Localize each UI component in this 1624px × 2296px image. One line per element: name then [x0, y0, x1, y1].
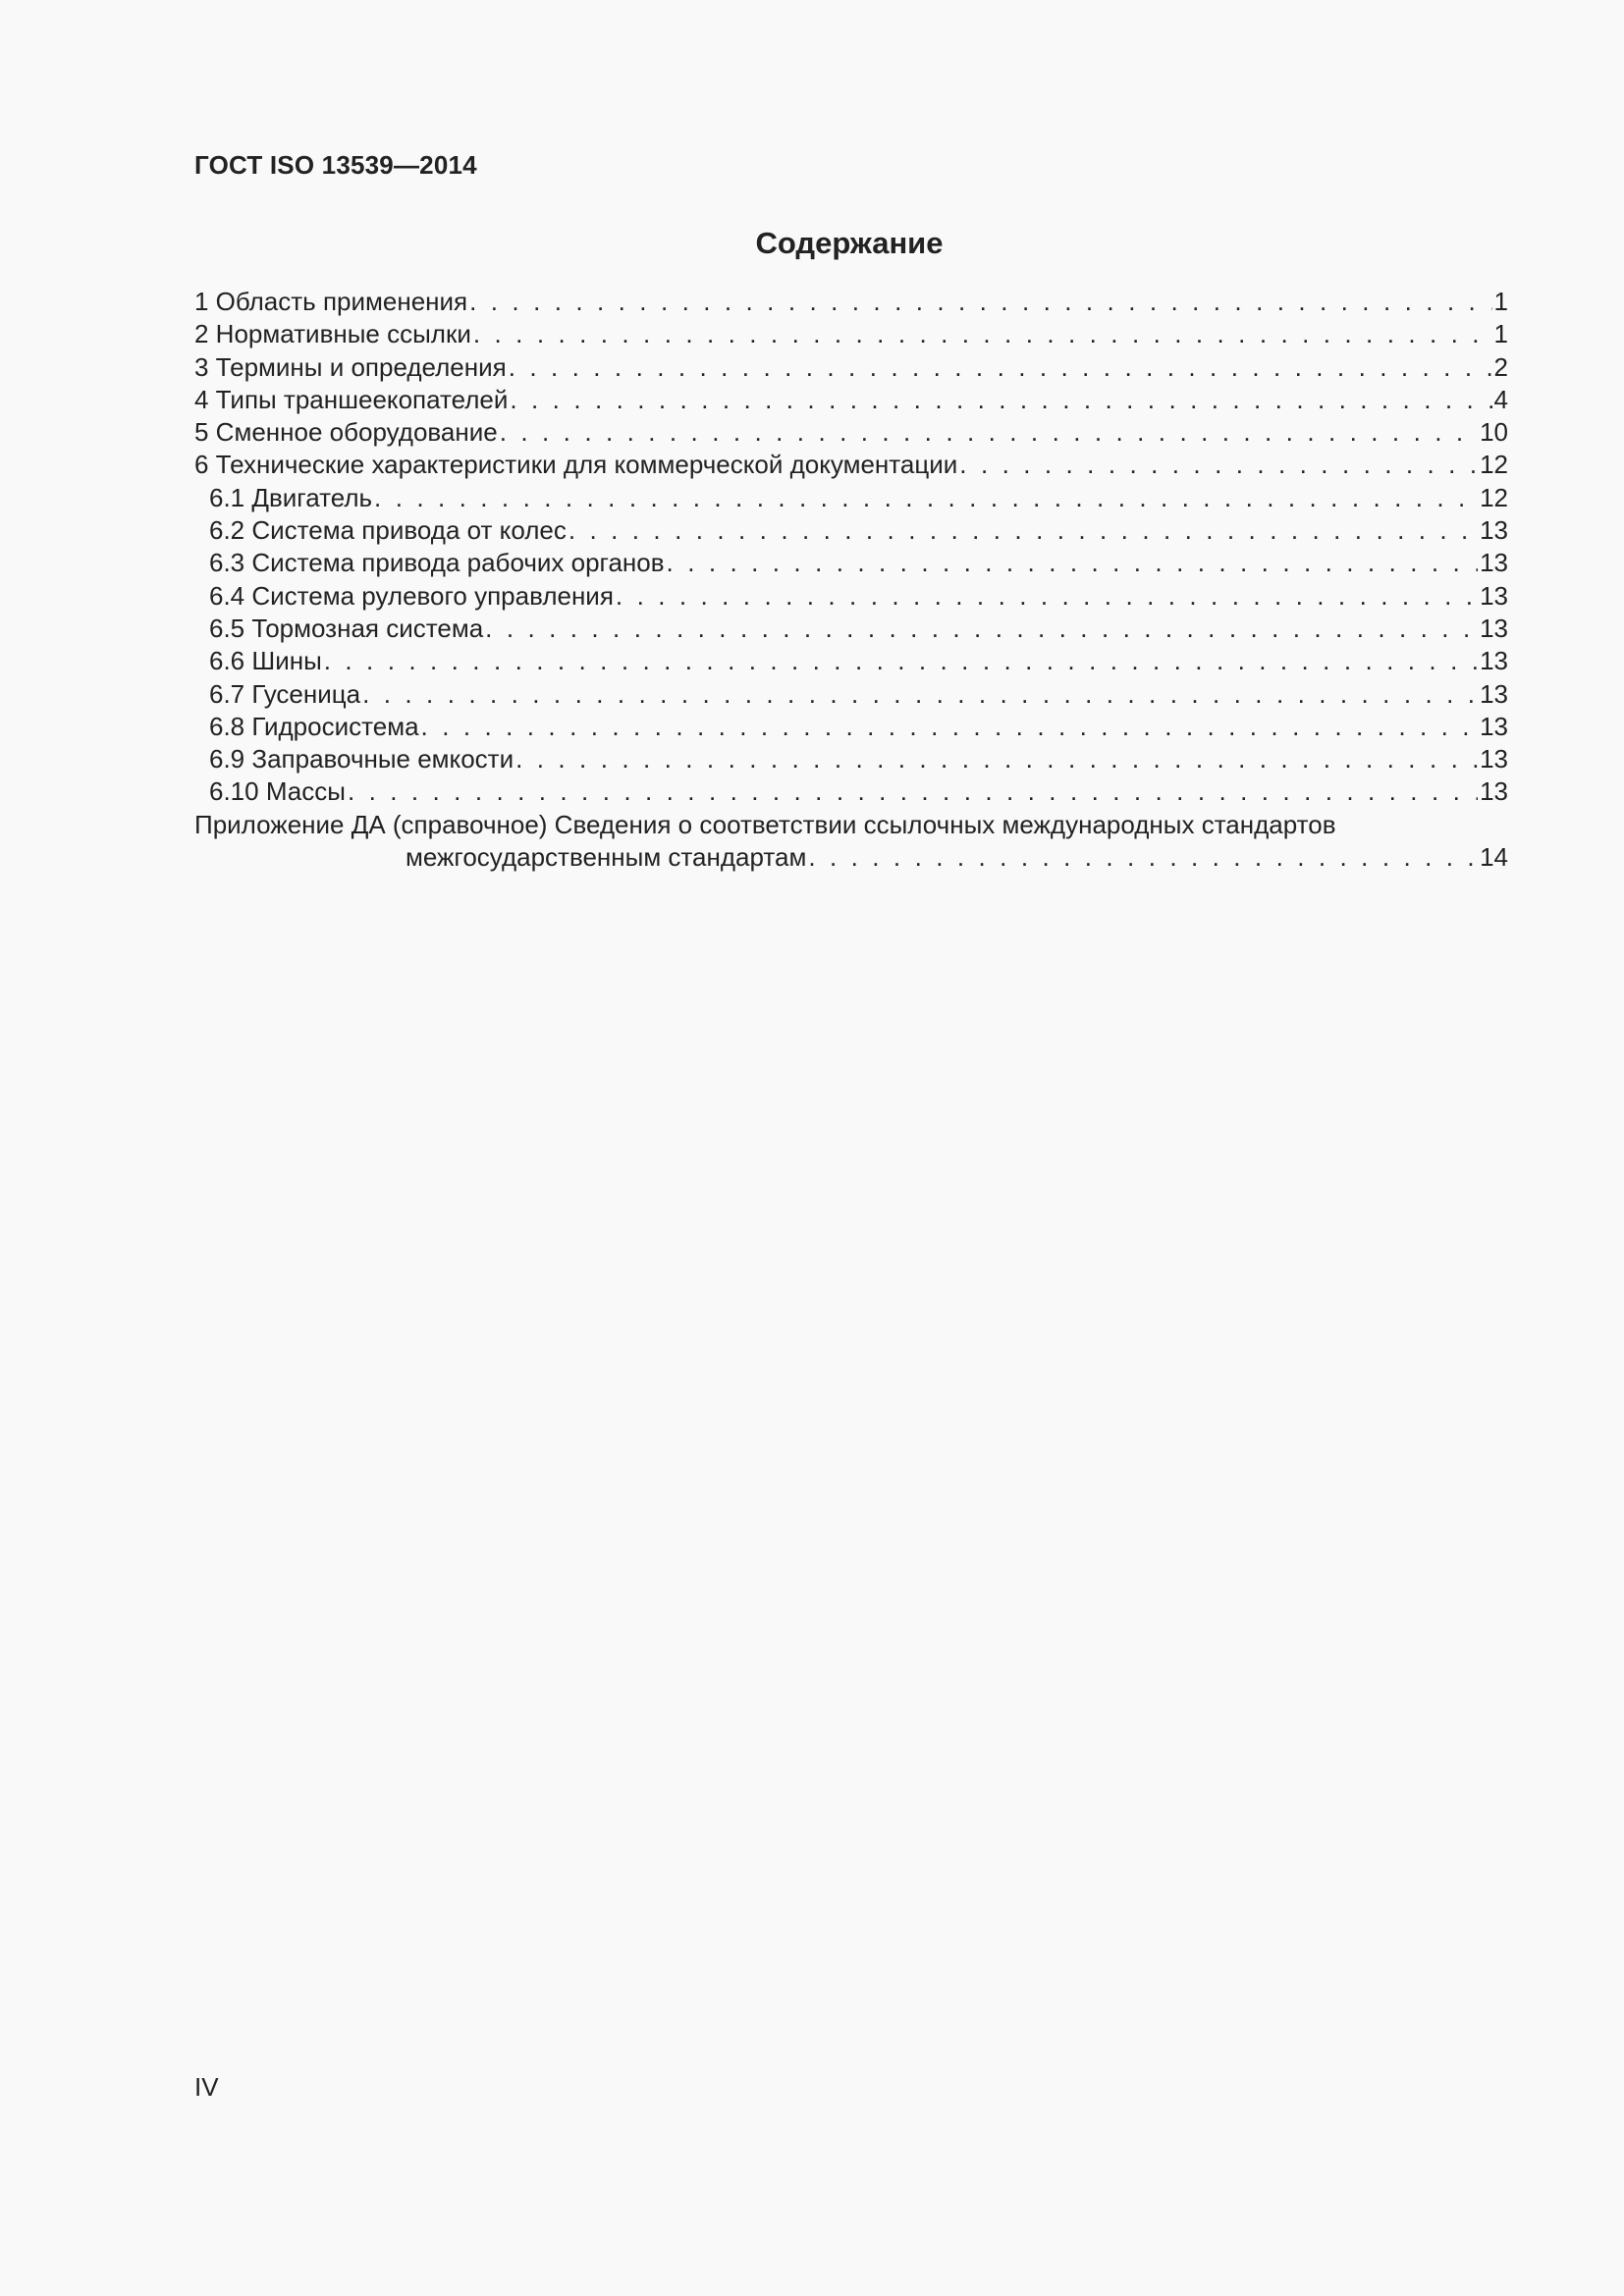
toc-dot-leader: [421, 711, 1479, 743]
toc-dot-leader: [324, 645, 1478, 677]
toc-dot-leader: [568, 514, 1478, 547]
toc-dot-leader: [469, 286, 1491, 318]
toc-title: Содержание: [755, 226, 944, 260]
toc-item[interactable]: [194, 351, 1508, 384]
toc-dot-leader: [667, 547, 1479, 579]
toc-item-page: 13: [1480, 776, 1508, 807]
toc-annex-label: Приложение ДА (справочное) Сведения о соответствии ссылочных международных стандартов: [194, 809, 1336, 839]
toc-item-page: 12: [1480, 450, 1508, 480]
toc-annex-line[interactable]: [194, 809, 1508, 841]
toc-item-page: 14: [1480, 842, 1508, 873]
toc-dot-leader: [510, 384, 1491, 416]
toc-subitem[interactable]: [194, 743, 1508, 775]
toc-item-label: 2 Нормативные ссылки: [194, 319, 471, 349]
toc-item-label: 6.1 Двигатель: [209, 482, 373, 512]
toc-item-page: 2: [1493, 351, 1508, 382]
toc-dot-leader: [616, 580, 1478, 613]
toc-item-label: 1 Область применения: [194, 287, 468, 316]
toc-item-label: 5 Сменное оборудование: [194, 417, 498, 448]
toc-subitem[interactable]: [194, 514, 1508, 547]
toc-item-label: 6.6 Шины: [209, 646, 322, 676]
toc-dot-leader: [374, 482, 1478, 514]
toc-item[interactable]: [194, 286, 1508, 318]
page-number: IV: [194, 2072, 219, 2102]
toc-subitem[interactable]: [194, 678, 1508, 711]
toc-subitem[interactable]: [194, 711, 1508, 743]
toc-item-page: 13: [1480, 613, 1508, 643]
toc-item-page: 13: [1480, 744, 1508, 774]
toc-item-label: 6.4 Система рулевого управления: [209, 580, 614, 611]
toc-subitem[interactable]: [194, 547, 1508, 579]
toc-item-label: 6 Технические характеристики для коммерческой документации: [194, 450, 958, 480]
toc-item-page: 4: [1493, 384, 1508, 414]
toc-item-label: 6.5 Тормозная система: [209, 613, 484, 643]
toc-subitem[interactable]: [194, 645, 1508, 677]
toc-item-label: 6.3 Система привода рабочих органов: [209, 548, 665, 578]
toc-item-page: 13: [1480, 580, 1508, 611]
toc-item-label: 6.7 Гусеница: [209, 678, 361, 709]
toc-dot-leader: [808, 841, 1478, 874]
toc-subitem[interactable]: [194, 613, 1508, 645]
toc-subitem[interactable]: [194, 775, 1508, 808]
toc-item[interactable]: [194, 449, 1508, 481]
toc-item-page: 13: [1480, 515, 1508, 546]
toc-item-label: 3 Термины и определения: [194, 351, 507, 382]
toc-item-label: 6.8 Гидросистема: [209, 711, 419, 741]
table-of-contents: [194, 286, 1508, 874]
toc-item-page: 13: [1480, 678, 1508, 709]
toc-item-page: 13: [1480, 711, 1508, 741]
toc-item-page: 1: [1493, 287, 1508, 316]
toc-item[interactable]: [194, 384, 1508, 416]
toc-item-label: 6.2 Система привода от колес: [209, 515, 567, 546]
toc-item-page: 1: [1493, 319, 1508, 349]
toc-item[interactable]: [194, 318, 1508, 350]
toc-dot-leader: [959, 449, 1478, 481]
toc-item-label: 6.10 Массы: [209, 776, 346, 807]
toc-item-label: 6.9 Заправочные емкости: [209, 744, 514, 774]
toc-annex-continuation[interactable]: [194, 841, 1508, 874]
toc-dot-leader: [473, 318, 1492, 350]
document-code-header: ГОСТ ISO 13539—2014: [194, 150, 477, 180]
toc-subitem[interactable]: [194, 580, 1508, 613]
toc-item-page: 13: [1480, 548, 1508, 578]
toc-dot-leader: [348, 775, 1478, 808]
toc-dot-leader: [485, 613, 1478, 645]
toc-item[interactable]: [194, 416, 1508, 449]
toc-item-page: 12: [1480, 482, 1508, 512]
toc-dot-leader: [500, 416, 1478, 449]
toc-item-label: 4 Типы траншеекопателей: [194, 384, 509, 414]
toc-item-page: 13: [1480, 646, 1508, 676]
toc-item-page: 10: [1480, 417, 1508, 448]
toc-dot-leader: [515, 743, 1478, 775]
toc-subitem[interactable]: [194, 482, 1508, 514]
toc-annex-label-continued: межгосударственным стандартам: [406, 842, 807, 873]
toc-dot-leader: [509, 351, 1492, 384]
toc-dot-leader: [362, 678, 1478, 711]
